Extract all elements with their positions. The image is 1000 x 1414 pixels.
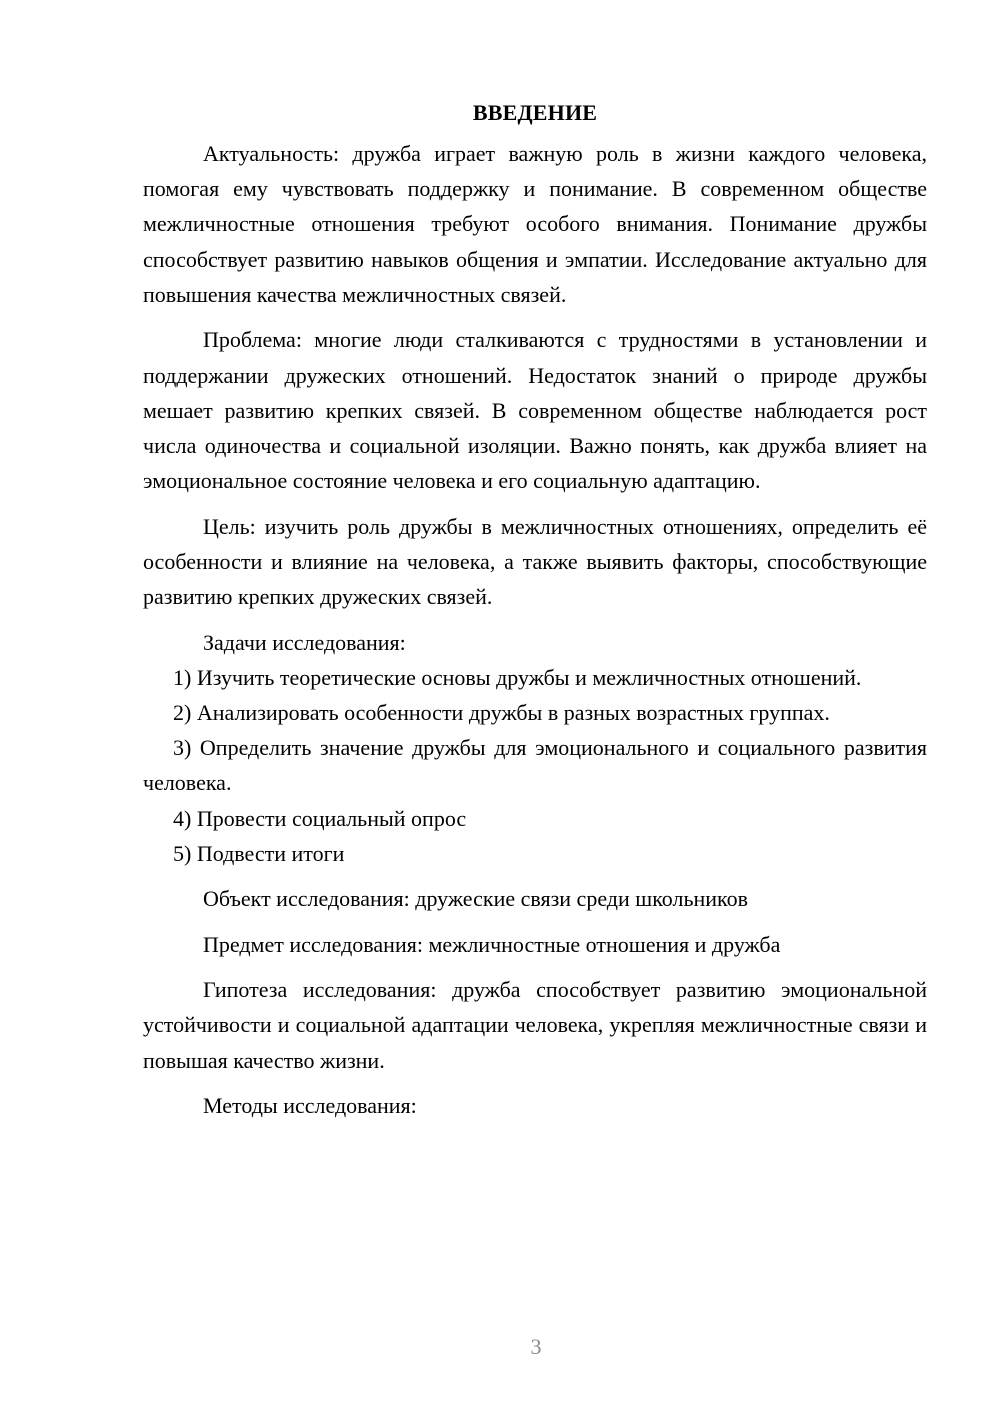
paragraph-hypothesis: Гипотеза исследования: дружба способствует развитию эмоциональной устойчивости и социальной адаптации человека, укрепляя межличностные связи и повышая качество жизни. — [143, 977, 927, 1073]
paragraph-goal: Цель: изучить роль дружбы в межличностных отношениях, определить её особенности и влияние на человека, а также выявить факторы, способствующие развитию крепких дружеских связей. — [143, 513, 927, 610]
section-title: ВВЕДЕНИЕ — [472, 100, 598, 125]
paragraph-problem: Проблема: многие люди сталкиваются с трудностями в установлении и поддержании дружеских отношений. Недостаток знаний о природе дружбы мешает развитию крепких связей. В современном обществе наблюдается рост числа одиночества и социальной изоляции. Важно понять, как дружба влияет на эмоциональное состояние человека и его социальную адаптацию. — [143, 327, 927, 494]
paragraph-relevance: Актуальность: дружба играет важную роль в жизни каждого человека, помогая ему чувствовать поддержку и понимание. В современном обществе межличностные отношения требуют особого внимания. Понимание дружбы способствует развитию навыков общения и эмпатии. Исследование актуально для повышения качества межличностных связей. — [143, 141, 927, 307]
task-item-4: 4) Провести социальный опрос — [173, 805, 467, 831]
paragraph-tasks-heading: Задачи исследования: — [203, 629, 406, 655]
paragraph-subject: Предмет исследования: межличностные отношения и дружба — [203, 931, 781, 957]
task-item-3: 3) Определить значение дружбы для эмоционального и социального развития человека. — [143, 735, 927, 796]
page-number: 3 — [530, 1334, 542, 1359]
task-item-5: 5) Подвести итоги — [173, 840, 345, 866]
task-item-1: 1) Изучить теоретические основы дружбы и межличностных отношений. — [173, 664, 862, 690]
task-item-2: 2) Анализировать особенности дружбы в разных возрастных группах. — [173, 699, 830, 725]
paragraph-object: Объект исследования: дружеские связи среди школьников — [203, 886, 748, 912]
page-content — [143, 95, 927, 1123]
paragraph-methods-heading: Методы исследования: — [203, 1093, 417, 1119]
